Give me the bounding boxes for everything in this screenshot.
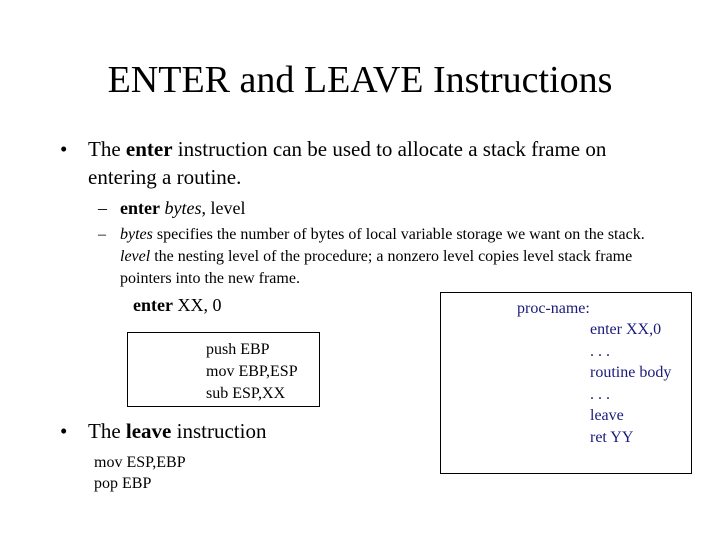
procedure-line: . . . xyxy=(590,342,610,360)
keyword-enter: enter xyxy=(125,137,173,161)
text-run: The xyxy=(88,137,126,161)
bullet-text xyxy=(88,135,678,191)
leave-equivalent-code xyxy=(94,452,186,494)
keyword-leave: leave xyxy=(125,419,172,443)
dash-marker: – xyxy=(98,198,107,218)
text-run: instruction xyxy=(171,419,267,443)
procedure-name: proc-name: xyxy=(517,300,590,317)
code-line: mov ESP,EBP xyxy=(94,454,186,471)
code-line: mov EBP,ESP xyxy=(206,363,298,380)
text-run: specifies the number of bytes of local variable storage we want on the stack. xyxy=(152,226,645,243)
param-bytes: bytes xyxy=(120,226,153,243)
keyword-enter: enter xyxy=(120,198,160,218)
param-bytes: bytes xyxy=(164,198,202,218)
enter-args: XX, 0 xyxy=(172,295,222,315)
enter-example xyxy=(133,293,221,317)
explanation-text xyxy=(120,224,660,290)
code-line: push EBP xyxy=(206,341,270,358)
procedure-body xyxy=(590,319,671,449)
procedure-line: routine body xyxy=(590,364,672,382)
procedure-line: leave xyxy=(590,407,624,425)
text-run: The xyxy=(88,419,126,443)
code-line: sub ESP,XX xyxy=(206,385,286,402)
text-run: the nesting level of the procedure; a nonzero level copies level stack frame pointers into the new frame. xyxy=(120,248,633,287)
bullet-dot: • xyxy=(60,419,68,443)
enter-equivalent-code xyxy=(206,339,298,405)
text-run: instruction can be used to allocate a stack frame on entering a routine. xyxy=(88,137,607,189)
bullet-dot: • xyxy=(60,137,68,161)
dash-marker: – xyxy=(98,226,106,243)
enter-equivalent-box xyxy=(127,332,320,407)
slide-title: ENTER and LEAVE Instructions xyxy=(107,59,613,101)
code-line: pop EBP xyxy=(94,475,152,492)
procedure-line: enter XX,0 xyxy=(590,321,662,338)
procedure-line: . . . xyxy=(590,385,610,403)
param-level: level xyxy=(120,248,151,265)
param-level: , level xyxy=(201,198,246,218)
procedure-line: ret YY xyxy=(590,428,634,446)
syntax-text xyxy=(120,196,660,220)
bullet-text xyxy=(88,417,266,445)
keyword-enter: enter xyxy=(133,295,173,315)
